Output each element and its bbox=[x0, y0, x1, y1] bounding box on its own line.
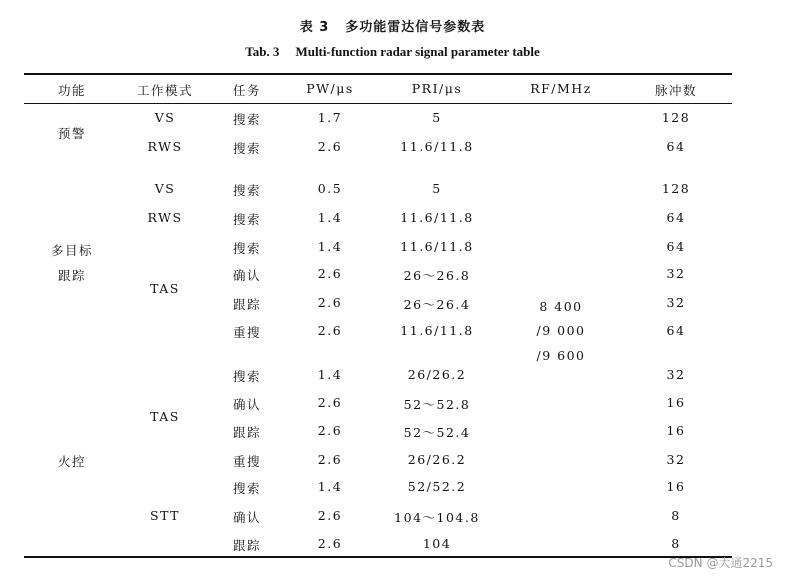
pulses-cell: 16 bbox=[666, 479, 686, 494]
task-cell: 搜索 bbox=[232, 241, 262, 256]
pulses-cell: 32 bbox=[666, 367, 686, 382]
pulses-cell: 64 bbox=[666, 210, 686, 225]
pri-cell: 11.6/11.8 bbox=[400, 323, 474, 338]
header-rf: RF/MHz bbox=[530, 81, 592, 96]
pw-cell: 1.4 bbox=[317, 367, 343, 382]
function-cell-multitarget-line1: 多目标 bbox=[50, 243, 94, 258]
pri-cell: 5 bbox=[432, 181, 442, 196]
task-cell: 重搜 bbox=[232, 454, 262, 469]
task-cell: 搜索 bbox=[232, 369, 262, 384]
table-title-cn: 多功能雷达信号参数表 bbox=[345, 20, 486, 35]
pw-cell: 0.5 bbox=[317, 181, 343, 196]
bottom-rule bbox=[24, 556, 732, 558]
task-cell: 确认 bbox=[232, 397, 262, 412]
header-pw: PW/μs bbox=[306, 81, 354, 96]
pulses-cell: 64 bbox=[666, 239, 686, 254]
pri-cell: 52/52.2 bbox=[407, 479, 467, 494]
task-cell: 搜索 bbox=[232, 112, 262, 127]
pulses-cell: 8 bbox=[671, 508, 681, 523]
rf-cell-line3: /9 600 bbox=[536, 348, 586, 363]
pri-cell: 26/26.2 bbox=[407, 367, 467, 382]
pri-cell: 5 bbox=[432, 110, 442, 125]
mode-cell: STT bbox=[150, 508, 180, 523]
mode-cell: RWS bbox=[147, 210, 183, 225]
task-cell: 重搜 bbox=[232, 325, 262, 340]
table-caption-en bbox=[0, 44, 785, 60]
task-cell: 搜索 bbox=[232, 141, 262, 156]
rf-cell-line2: /9 000 bbox=[536, 323, 586, 338]
task-cell: 搜索 bbox=[232, 183, 262, 198]
pri-cell: 11.6/11.8 bbox=[400, 239, 474, 254]
pw-cell: 1.4 bbox=[317, 479, 343, 494]
pulses-cell: 32 bbox=[666, 266, 686, 281]
mode-cell: TAS bbox=[150, 281, 180, 296]
task-cell: 搜索 bbox=[232, 481, 262, 496]
pulses-cell: 16 bbox=[666, 395, 686, 410]
pri-cell: 26～26.4 bbox=[403, 297, 471, 312]
table-caption-cn bbox=[0, 16, 785, 35]
top-rule bbox=[24, 73, 732, 75]
pw-cell: 2.6 bbox=[317, 295, 343, 310]
pulses-cell: 32 bbox=[666, 452, 686, 467]
header-rule bbox=[24, 103, 732, 104]
task-cell: 确认 bbox=[232, 268, 262, 283]
pw-cell: 2.6 bbox=[317, 536, 343, 551]
pulses-cell: 128 bbox=[661, 181, 691, 196]
pw-cell: 2.6 bbox=[317, 452, 343, 467]
header-function: 功能 bbox=[57, 83, 87, 98]
task-cell: 确认 bbox=[232, 510, 262, 525]
pulses-cell: 64 bbox=[666, 323, 686, 338]
table-title-en: Multi-function radar signal parameter table bbox=[295, 44, 540, 59]
watermark: CSDN @大通2215 bbox=[668, 556, 773, 570]
header-pulses: 脉冲数 bbox=[654, 83, 698, 98]
pri-cell: 26/26.2 bbox=[407, 452, 467, 467]
mode-cell: RWS bbox=[147, 139, 183, 154]
pw-cell: 2.6 bbox=[317, 266, 343, 281]
mode-cell: TAS bbox=[150, 409, 180, 424]
function-cell-firecontrol: 火控 bbox=[57, 454, 87, 469]
header-task: 任务 bbox=[232, 83, 262, 98]
task-cell: 搜索 bbox=[232, 212, 262, 227]
task-cell: 跟踪 bbox=[232, 538, 262, 553]
pri-cell: 11.6/11.8 bbox=[400, 139, 474, 154]
pw-cell: 2.6 bbox=[317, 508, 343, 523]
mode-cell: VS bbox=[154, 110, 176, 125]
pri-cell: 104～104.8 bbox=[394, 510, 480, 525]
pw-cell: 1.7 bbox=[317, 110, 343, 125]
table-number-cn: 表 3 bbox=[299, 20, 330, 35]
pri-cell: 52～52.4 bbox=[403, 425, 471, 440]
task-cell: 跟踪 bbox=[232, 425, 262, 440]
pulses-cell: 32 bbox=[666, 295, 686, 310]
pw-cell: 2.6 bbox=[317, 323, 343, 338]
function-cell-warning: 预警 bbox=[57, 126, 87, 141]
function-cell-multitarget-line2: 跟踪 bbox=[57, 268, 87, 283]
pulses-cell: 64 bbox=[666, 139, 686, 154]
rf-cell-line1: 8 400 bbox=[539, 299, 583, 314]
pw-cell: 1.4 bbox=[317, 210, 343, 225]
task-cell: 跟踪 bbox=[232, 297, 262, 312]
pw-cell: 2.6 bbox=[317, 423, 343, 438]
pw-cell: 2.6 bbox=[317, 395, 343, 410]
pw-cell: 2.6 bbox=[317, 139, 343, 154]
pulses-cell: 128 bbox=[661, 110, 691, 125]
pulses-cell: 16 bbox=[666, 423, 686, 438]
header-mode: 工作模式 bbox=[136, 83, 194, 98]
pri-cell: 11.6/11.8 bbox=[400, 210, 474, 225]
pri-cell: 26～26.8 bbox=[403, 268, 471, 283]
mode-cell: VS bbox=[154, 181, 176, 196]
header-pri: PRI/μs bbox=[411, 81, 463, 96]
pri-cell: 52～52.8 bbox=[403, 397, 471, 412]
pulses-cell: 8 bbox=[671, 536, 681, 551]
pw-cell: 1.4 bbox=[317, 239, 343, 254]
pri-cell: 104 bbox=[422, 536, 452, 551]
table-number-en: Tab. 3 bbox=[245, 44, 280, 59]
